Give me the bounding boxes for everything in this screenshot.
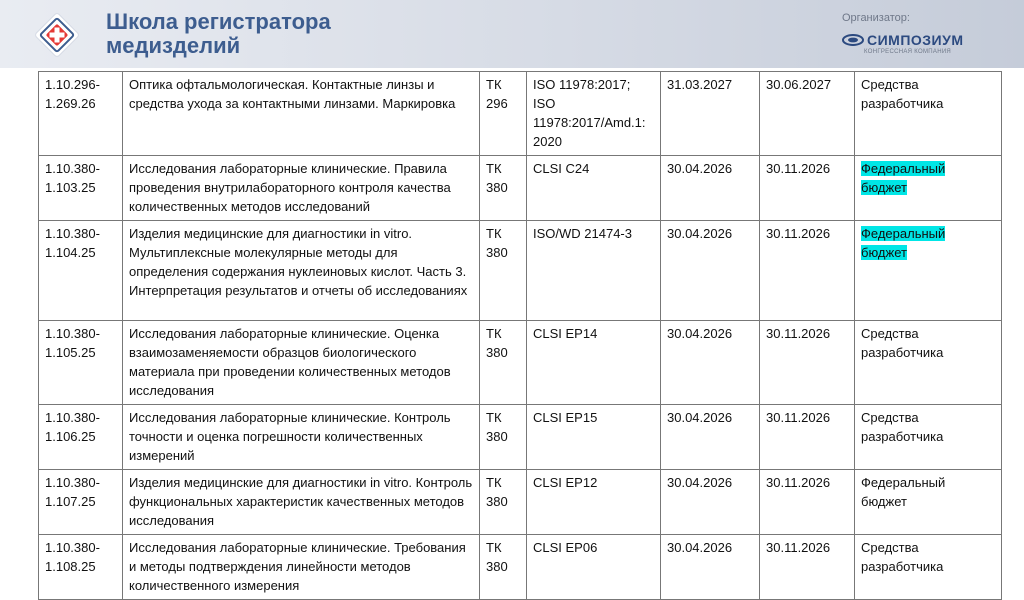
cell-text: разработчика <box>861 429 944 444</box>
symposium-logo-icon <box>842 34 864 46</box>
table-row <box>39 156 1002 221</box>
cell-text: 1.10.380- <box>45 475 100 490</box>
cell-text: ISO/WD 21474-3 <box>533 226 632 241</box>
row-standard <box>527 405 661 470</box>
cell-text: 1.104.25 <box>45 245 96 260</box>
table-row <box>39 321 1002 405</box>
row-code <box>39 405 123 470</box>
row-tk <box>480 321 527 405</box>
cell-text: ТК <box>486 77 502 92</box>
cell-text: 380 <box>486 429 508 444</box>
row-date-end <box>760 535 855 600</box>
row-date-start <box>661 470 760 535</box>
cell-text: CLSI EP06 <box>533 540 598 555</box>
medical-cross-logo-icon <box>30 8 84 62</box>
row-date-end <box>760 221 855 321</box>
cell-text: 30.04.2026 <box>667 475 733 490</box>
row-date-start <box>661 221 760 321</box>
row-code <box>39 156 123 221</box>
cell-text: бюджет <box>861 180 907 195</box>
cell-text: 1.106.25 <box>45 429 96 444</box>
row-date-end <box>760 405 855 470</box>
cell-text: разработчика <box>861 559 944 574</box>
cell-text: Исследования лабораторные клинические. Правила проведения внутрилабораторного контроля качества количественных методов исследований <box>129 161 451 214</box>
cell-text: 380 <box>486 559 508 574</box>
row-standard <box>527 221 661 321</box>
table-row <box>39 405 1002 470</box>
cell-text: ISO 11978:2017; <box>533 77 631 92</box>
cell-text: разработчика <box>861 96 944 111</box>
cell-text: 30.06.2027 <box>766 77 832 92</box>
cell-text: 30.04.2026 <box>667 326 733 341</box>
row-tk <box>480 221 527 321</box>
organizer-name: СИМПОЗИУМ <box>867 32 964 48</box>
cell-text: Средства <box>861 326 919 341</box>
cell-text: ТК <box>486 540 502 555</box>
cell-text: 30.11.2026 <box>766 226 831 241</box>
cell-text: Средства <box>861 410 919 425</box>
cell-text: Изделия медицинские для диагностики in vitro. Мультиплексные молекулярные методы для определения содержания нуклеиновых кислот. Часть 3. Интерпретация результатов и отчеты об исследованиях <box>129 226 468 298</box>
cell-text: Изделия медицинские для диагностики in vitro. Контроль функциональных характеристик качественных методов исследования <box>129 475 473 528</box>
cell-text: ТК <box>486 410 502 425</box>
row-code <box>39 470 123 535</box>
standards-table <box>38 71 1002 600</box>
cell-text: 30.11.2026 <box>766 540 831 555</box>
title-line-1: Школа регистратора <box>106 9 331 34</box>
cell-text: бюджет <box>861 245 907 260</box>
row-name <box>123 72 480 156</box>
cell-text: ISO 11978:2017/Amd.1: <box>533 96 646 130</box>
cell-text: Оптика офтальмологическая. Контактные линзы и средства ухода за контактными линзами. Маркировка <box>129 77 456 111</box>
cell-text: 1.10.296- <box>45 77 100 92</box>
row-funding <box>855 72 1002 156</box>
cell-text: 1.10.380- <box>45 226 100 241</box>
cell-text: Исследования лабораторные клинические. Требования и методы подтверждения линейности методов количественного измерения <box>129 540 466 593</box>
row-funding <box>855 535 1002 600</box>
row-standard <box>527 156 661 221</box>
organizer-brand <box>842 32 964 48</box>
cell-text: 1.10.380- <box>45 410 100 425</box>
cell-text: бюджет <box>861 494 907 509</box>
row-date-start <box>661 156 760 221</box>
cell-text: 30.04.2026 <box>667 410 733 425</box>
row-code <box>39 535 123 600</box>
cell-text: 380 <box>486 245 508 260</box>
title-line-2: медизделий <box>106 33 241 58</box>
cell-text: Средства <box>861 540 919 555</box>
cell-text: 1.269.26 <box>45 96 96 111</box>
row-name <box>123 321 480 405</box>
cell-text: 30.11.2026 <box>766 410 831 425</box>
cell-text: Федеральный <box>861 475 946 490</box>
cell-text: разработчика <box>861 345 944 360</box>
row-code <box>39 221 123 321</box>
row-date-end <box>760 72 855 156</box>
cell-text: Федеральный <box>861 161 946 176</box>
table-row <box>39 535 1002 600</box>
row-funding <box>855 470 1002 535</box>
cell-text: 30.04.2026 <box>667 226 733 241</box>
cell-text: 30.04.2026 <box>667 540 733 555</box>
row-name <box>123 156 480 221</box>
row-name <box>123 221 480 321</box>
row-name <box>123 405 480 470</box>
row-standard <box>527 321 661 405</box>
cell-text: 380 <box>486 494 508 509</box>
row-tk <box>480 535 527 600</box>
cell-text: 1.103.25 <box>45 180 96 195</box>
row-code <box>39 321 123 405</box>
row-funding <box>855 221 1002 321</box>
row-tk <box>480 156 527 221</box>
row-funding <box>855 405 1002 470</box>
cell-text: Средства <box>861 77 919 92</box>
cell-text: 31.03.2027 <box>667 77 733 92</box>
cell-text: 30.11.2026 <box>766 161 831 176</box>
row-date-end <box>760 470 855 535</box>
cell-text: 30.11.2026 <box>766 475 831 490</box>
row-date-start <box>661 321 760 405</box>
table-row <box>39 221 1002 321</box>
cell-text: Исследования лабораторные клинические. Контроль точности и оценка погрешности количественных измерений <box>129 410 451 463</box>
table-row <box>39 72 1002 156</box>
row-code <box>39 72 123 156</box>
row-date-start <box>661 405 760 470</box>
cell-text: 1.10.380- <box>45 326 100 341</box>
cell-text: CLSI EP12 <box>533 475 598 490</box>
cell-text: CLSI C24 <box>533 161 590 176</box>
cell-text: ТК <box>486 161 502 176</box>
row-name <box>123 470 480 535</box>
organizer-label: Организатор: <box>842 12 910 24</box>
row-date-end <box>760 156 855 221</box>
cell-text: 380 <box>486 345 508 360</box>
cell-text: 1.108.25 <box>45 559 96 574</box>
row-standard <box>527 72 661 156</box>
cell-text: 1.10.380- <box>45 161 100 176</box>
table-row <box>39 470 1002 535</box>
organizer-subtitle: КОНГРЕССНАЯ КОМПАНИЯ <box>864 49 952 55</box>
cell-text: 2020 <box>533 134 562 149</box>
cell-text: ТК <box>486 326 502 341</box>
cell-text: 30.11.2026 <box>766 326 831 341</box>
row-date-end <box>760 321 855 405</box>
cell-text: CLSI EP15 <box>533 410 598 425</box>
row-name <box>123 535 480 600</box>
row-tk <box>480 470 527 535</box>
row-date-start <box>661 72 760 156</box>
page-title <box>106 10 331 58</box>
cell-text: 296 <box>486 96 508 111</box>
row-standard <box>527 535 661 600</box>
cell-text: 1.105.25 <box>45 345 96 360</box>
cell-text: 380 <box>486 180 508 195</box>
header-banner <box>0 0 1024 68</box>
cell-text: ТК <box>486 226 502 241</box>
row-standard <box>527 470 661 535</box>
row-funding <box>855 321 1002 405</box>
row-tk <box>480 72 527 156</box>
row-funding <box>855 156 1002 221</box>
cell-text: ТК <box>486 475 502 490</box>
row-tk <box>480 405 527 470</box>
cell-text: 1.107.25 <box>45 494 96 509</box>
cell-text: 1.10.380- <box>45 540 100 555</box>
cell-text: Федеральный <box>861 226 946 241</box>
row-date-start <box>661 535 760 600</box>
cell-text: Исследования лабораторные клинические. Оценка взаимозаменяемости образцов биологического материала при проведении количественных методов исследования <box>129 326 451 398</box>
cell-text: CLSI EP14 <box>533 326 598 341</box>
cell-text: 30.04.2026 <box>667 161 733 176</box>
